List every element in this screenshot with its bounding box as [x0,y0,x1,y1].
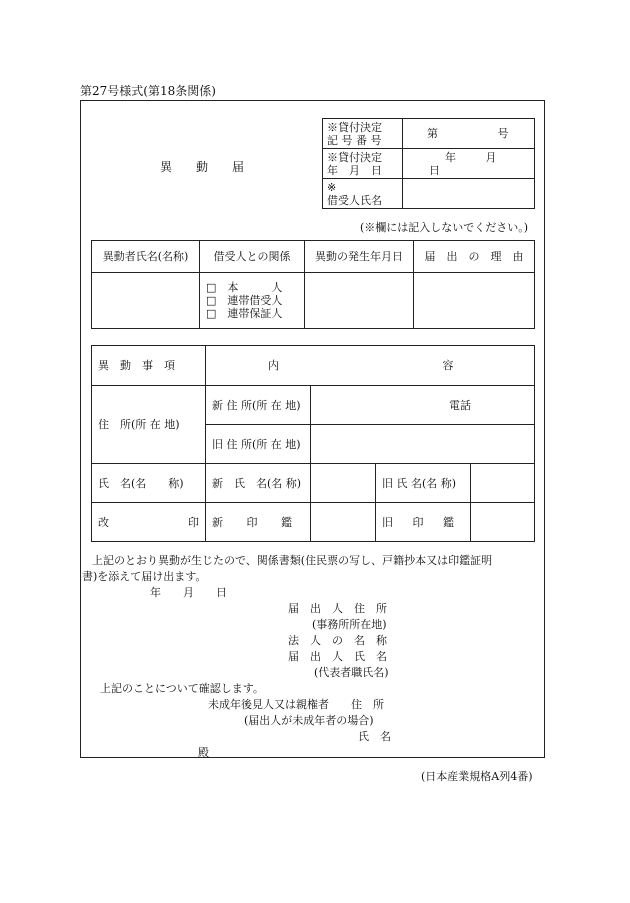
office-address-label: (事務所所在地) [312,618,387,631]
header-item: 異 動 事 項 [92,346,206,386]
new-name-value [311,464,376,503]
loan-date-value: 年 月 日 [403,149,535,179]
new-seal-label: 新 印 鑑 [206,503,311,542]
applicant-name-label: 届 出 人 氏 名 [288,650,387,663]
guardian-note: (届出人が未成年者の場合) [244,714,374,727]
new-address-label: 新 住 所(所 在 地) [206,386,311,425]
relation-option[interactable]: □ 連帯借受人 [206,294,283,307]
form-number: 第27号様式(第18条関係) [80,84,216,98]
change-table [91,345,535,542]
form-title: 異 動 届 [160,160,245,174]
header-reason: 届 出 の 理 由 [414,241,535,273]
address-label: 住 所(所 在 地) [92,386,206,464]
header-name: 異動者氏名(名称) [92,241,200,273]
old-name-label: 旧 氏 名(名 称) [376,464,471,503]
addressee: 殿 [198,746,209,759]
cell-date [305,273,414,329]
new-name-label: 新 氏 名(名 称) [206,464,311,503]
borrower-name-label: ※ 借受人氏名 [323,179,403,209]
loan-number-value: 第 号 [403,119,535,149]
relation-option[interactable]: □ 本 人 [206,281,283,294]
header-date: 異動の発生年月日 [305,241,414,273]
old-seal-value [471,503,535,542]
declaration-text-2: 書)を添えて届け出ます。 [82,570,207,583]
loan-date-label: ※貸付決定 年 月 日 [323,149,403,179]
seal-label: 改 印 [92,503,206,542]
cell-reason [414,273,535,329]
office-note: (※欄には記入しないでください。) [360,221,529,234]
applicant-address-label: 届 出 人 住 所 [288,602,387,615]
office-use-box [322,118,535,209]
declaration-text-1: 上記のとおり異動が生じたので、関係書類(住民票の写し、戸籍抄本又は印鑑証明 [92,554,493,567]
person-table [91,240,535,329]
old-address-label: 旧 住 所(所 在 地) [206,425,311,464]
confirm-text: 上記のことについて確認します。 [100,682,264,695]
old-seal-label: 旧 印 鑑 [376,503,471,542]
new-seal-value [311,503,376,542]
name-label: 氏 名(名 称) [92,464,206,503]
header-relation: 借受人との関係 [200,241,305,273]
new-address-value: 電話 [311,386,535,425]
rep-name-label: (代表者職氏名) [314,666,389,679]
old-name-value [471,464,535,503]
declaration-date: 年 月 日 [150,586,227,599]
corp-name-label: 法 人 の 名 称 [288,634,387,647]
borrower-name-value [403,179,535,209]
guardian-name-label: 氏 名 [358,730,391,743]
relation-options [200,273,305,329]
old-address-value [311,425,535,464]
relation-option[interactable]: □ 連帯保証人 [206,307,283,320]
guardian-address-label: 未成年後見人又は親権者 住 所 [208,698,384,711]
header-content: 内 容 [206,346,535,386]
paper-size-note: (日本産業規格A列4番) [421,770,533,783]
cell-name [92,273,200,329]
loan-number-label: ※貸付決定 記 号 番 号 [323,119,403,149]
